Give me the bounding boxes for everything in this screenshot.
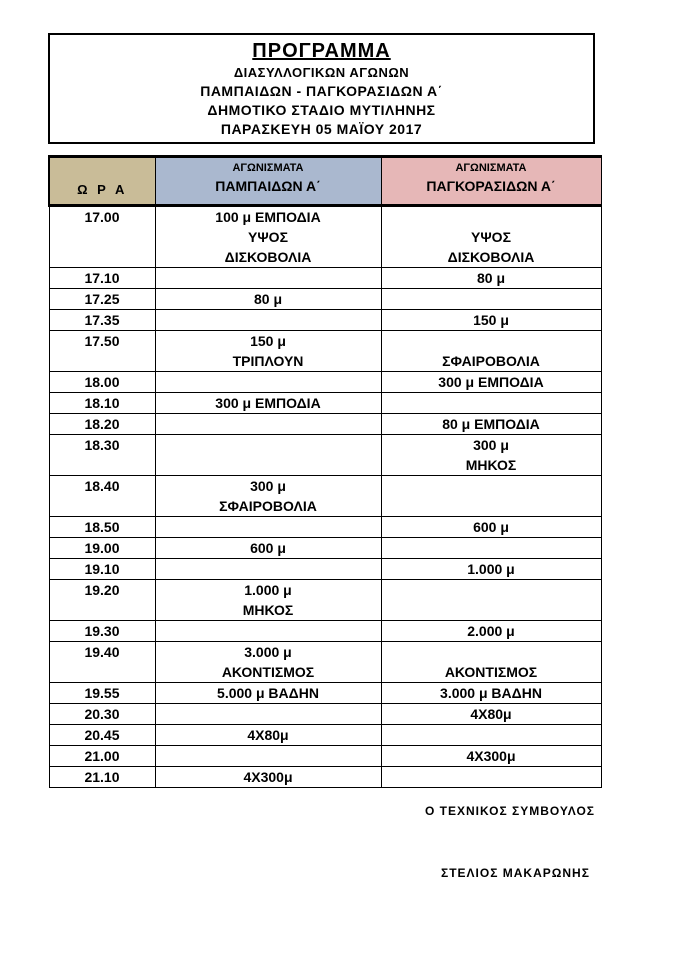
event-line — [382, 725, 601, 745]
event-line — [382, 331, 601, 351]
time-cell: 19.30 — [49, 621, 155, 642]
boys-event-cell — [155, 642, 381, 683]
table-row — [49, 580, 601, 621]
time-cell: 19.00 — [49, 538, 155, 559]
event-line: ΜΗΚΟΣ — [465, 457, 517, 473]
table-row — [49, 268, 601, 289]
boys-event-cell — [155, 517, 381, 538]
time-cell: 21.00 — [49, 746, 155, 767]
boys-event-cell — [155, 621, 381, 642]
girls-event-cell — [381, 767, 601, 788]
girls-event-cell — [381, 476, 601, 517]
girls-event-cell — [381, 642, 601, 683]
boys-event-cell — [155, 435, 381, 476]
table-row — [49, 331, 601, 372]
boys-event-cell — [155, 746, 381, 767]
boys-event-cell — [155, 206, 381, 268]
event-line: 3.000 μ ΒΑΔΗΝ — [440, 685, 542, 701]
event-line: ΣΦΑΙΡΟΒΟΛΙΑ — [219, 498, 317, 514]
event-line: ΥΨΟΣ — [248, 229, 288, 245]
boys-event-cell — [155, 414, 381, 435]
table-row — [49, 725, 601, 746]
header-boys: ΑΓΩΝΙΣΜΑΤΑ ΠΑΜΠΑΙΔΩΝ Α΄ — [155, 157, 381, 206]
schedule-table — [48, 155, 602, 788]
event-line — [156, 517, 381, 537]
table-row — [49, 414, 601, 435]
table-row — [49, 206, 601, 268]
girls-event-cell — [381, 559, 601, 580]
event-line: ΥΨΟΣ — [471, 229, 511, 245]
event-line: 5.000 μ ΒΑΔΗΝ — [217, 685, 319, 701]
event-line: 4Χ300μ — [243, 769, 293, 785]
time-cell: 21.10 — [49, 767, 155, 788]
girls-event-cell — [381, 289, 601, 310]
event-line — [382, 600, 601, 620]
event-line: 3.000 μ — [244, 644, 292, 660]
table-row — [49, 767, 601, 788]
event-line — [156, 435, 381, 455]
time-cell: 17.25 — [49, 289, 155, 310]
document-title: ΠΡΟΓΡΑΜΜΑ — [252, 40, 391, 62]
signature-name: ΣΤΕΛΙΟΣ ΜΑΚΑΡΩΝΗΣ — [441, 866, 590, 880]
event-line — [156, 372, 381, 392]
title-venue: ΔΗΜΟΤΙΚΟ ΣΤΑΔΙΟ ΜΥΤΙΛΗΝΗΣ — [207, 102, 436, 118]
table-row — [49, 517, 601, 538]
boys-event-cell — [155, 289, 381, 310]
header-time: Ω Ρ Α — [49, 157, 155, 206]
event-line: 4Χ300μ — [466, 748, 516, 764]
time-cell: 19.55 — [49, 683, 155, 704]
title-subtitle: ΔΙΑΣΥΛΛΟΓΙΚΩΝ ΑΓΩΝΩΝ — [233, 65, 410, 80]
event-line: 80 μ — [476, 270, 506, 286]
event-line — [156, 621, 381, 641]
time-cell: 17.00 — [49, 206, 155, 268]
event-line: 80 μ ΕΜΠΟΔΙΑ — [442, 416, 540, 432]
event-line: 1.000 μ — [467, 561, 515, 577]
boys-event-cell — [155, 725, 381, 746]
table-row — [49, 289, 601, 310]
time-cell: 18.20 — [49, 414, 155, 435]
girls-event-cell — [381, 206, 601, 268]
girls-event-cell — [381, 580, 601, 621]
table-row — [49, 435, 601, 476]
event-line — [156, 268, 381, 288]
title-box — [48, 33, 595, 144]
boys-event-cell — [155, 559, 381, 580]
time-cell: 19.10 — [49, 559, 155, 580]
table-row — [49, 621, 601, 642]
girls-event-cell — [381, 435, 601, 476]
table-row — [49, 704, 601, 725]
time-cell: 19.40 — [49, 642, 155, 683]
event-line — [156, 310, 381, 330]
event-line — [156, 559, 381, 579]
title-date: ΠΑΡΑΣΚΕΥΗ 05 ΜΑΪΟΥ 2017 — [220, 121, 423, 137]
time-cell: 18.50 — [49, 517, 155, 538]
event-line — [382, 496, 601, 516]
boys-event-cell — [155, 683, 381, 704]
event-line: ΑΚΟΝΤΙΣΜΟΣ — [221, 664, 315, 680]
time-cell: 18.10 — [49, 393, 155, 414]
time-cell: 18.00 — [49, 372, 155, 393]
event-line: 150 μ — [250, 333, 286, 349]
event-line: 300 μ — [250, 478, 286, 494]
table-row — [49, 746, 601, 767]
event-line: 300 μ ΕΜΠΟΔΙΑ — [438, 374, 544, 390]
boys-event-cell — [155, 331, 381, 372]
girls-event-cell — [381, 704, 601, 725]
girls-event-cell — [381, 746, 601, 767]
event-line — [382, 538, 601, 558]
event-line — [382, 642, 601, 662]
girls-event-cell — [381, 517, 601, 538]
event-line: ΜΗΚΟΣ — [242, 602, 294, 618]
boys-event-cell — [155, 538, 381, 559]
table-row — [49, 476, 601, 517]
boys-event-cell — [155, 393, 381, 414]
table-row — [49, 393, 601, 414]
event-line: 300 μ ΕΜΠΟΔΙΑ — [215, 395, 321, 411]
time-cell: 18.40 — [49, 476, 155, 517]
table-row — [49, 642, 601, 683]
girls-event-cell — [381, 393, 601, 414]
signature-role: Ο ΤΕΧΝΙΚΟΣ ΣΥΜΒΟΥΛΟΣ — [425, 804, 595, 818]
boys-event-cell — [155, 767, 381, 788]
title-categories: ΠΑΜΠΑΙΔΩΝ - ΠΑΓΚΟΡΑΣΙΔΩΝ Α΄ — [200, 83, 443, 99]
boys-event-cell — [155, 268, 381, 289]
boys-event-cell — [155, 372, 381, 393]
girls-event-cell — [381, 331, 601, 372]
event-line: 4Χ80μ — [247, 727, 289, 743]
girls-event-cell — [381, 414, 601, 435]
event-line: ΣΦΑΙΡΟΒΟΛΙΑ — [442, 353, 540, 369]
boys-event-cell — [155, 476, 381, 517]
event-line — [382, 393, 601, 413]
time-cell: 17.35 — [49, 310, 155, 331]
header-girls: ΑΓΩΝΙΣΜΑΤΑ ΠΑΓΚΟΡΑΣΙΔΩΝ Α΄ — [381, 157, 601, 206]
table-row — [49, 683, 601, 704]
table-row — [49, 310, 601, 331]
girls-event-cell — [381, 310, 601, 331]
time-cell: 19.20 — [49, 580, 155, 621]
event-line — [156, 746, 381, 766]
girls-event-cell — [381, 372, 601, 393]
event-line: 80 μ — [253, 291, 283, 307]
event-line — [382, 207, 601, 227]
event-line: 300 μ — [473, 437, 509, 453]
event-line — [382, 476, 601, 496]
event-line: 1.000 μ — [244, 582, 292, 598]
time-cell: 18.30 — [49, 435, 155, 476]
event-line: ΔΙΣΚΟΒΟΛΙΑ — [224, 249, 312, 265]
girls-event-cell — [381, 725, 601, 746]
table-row — [49, 372, 601, 393]
boys-event-cell — [155, 580, 381, 621]
event-line: 150 μ — [473, 312, 509, 328]
event-line — [382, 580, 601, 600]
event-line: 4Χ80μ — [470, 706, 512, 722]
event-line: 2.000 μ — [467, 623, 515, 639]
event-line: 600 μ — [250, 540, 286, 556]
event-line — [156, 414, 381, 434]
boys-event-cell — [155, 310, 381, 331]
event-line — [156, 704, 381, 724]
girls-event-cell — [381, 538, 601, 559]
girls-event-cell — [381, 621, 601, 642]
boys-event-cell — [155, 704, 381, 725]
event-line — [382, 289, 601, 309]
time-cell: 17.50 — [49, 331, 155, 372]
table-header-row — [49, 157, 601, 206]
event-line: 600 μ — [473, 519, 509, 535]
event-line: ΑΚΟΝΤΙΣΜΟΣ — [444, 664, 538, 680]
event-line: ΔΙΣΚΟΒΟΛΙΑ — [447, 249, 535, 265]
girls-event-cell — [381, 268, 601, 289]
table-row — [49, 559, 601, 580]
event-line — [156, 455, 381, 475]
event-line — [382, 767, 601, 787]
event-line: ΤΡΙΠΛΟΥΝ — [232, 353, 304, 369]
event-line: 100 μ ΕΜΠΟΔΙΑ — [215, 209, 321, 225]
time-cell: 20.45 — [49, 725, 155, 746]
girls-event-cell — [381, 683, 601, 704]
table-row — [49, 538, 601, 559]
time-cell: 17.10 — [49, 268, 155, 289]
time-cell: 20.30 — [49, 704, 155, 725]
